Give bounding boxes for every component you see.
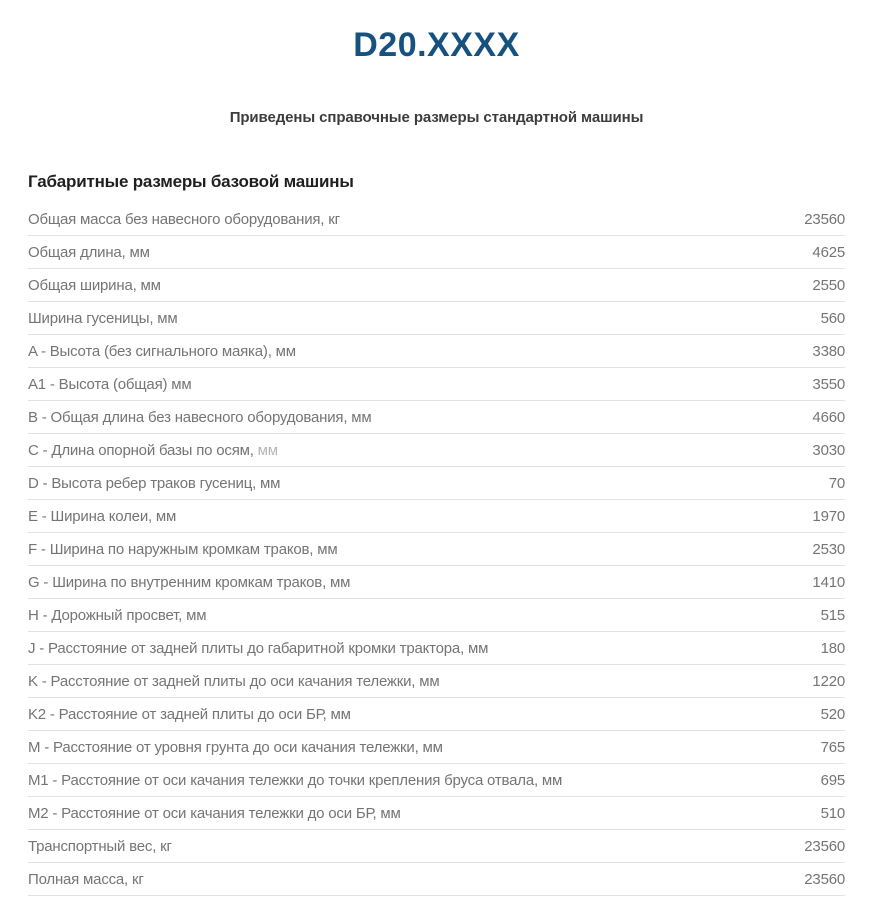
spec-value: 3030 (812, 441, 845, 459)
page-subtitle: Приведены справочные размеры стандартной машины (229, 109, 644, 126)
spec-label: A - Высота (без сигнального маяка), мм (28, 342, 296, 360)
table-row (28, 203, 845, 236)
spec-label: M1 - Расстояние от оси качания тележки до точки крепления бруса отвала, мм (28, 771, 563, 789)
spec-label: D - Высота ребер траков гусениц, мм (28, 474, 281, 492)
spec-label: A1 - Высота (общая) мм (28, 375, 192, 393)
table-row (28, 764, 845, 797)
spec-value: 23560 (804, 870, 845, 888)
table-row (28, 533, 845, 566)
spec-value: 23560 (804, 210, 845, 228)
spec-value: 560 (820, 309, 845, 327)
spec-label: F - Ширина по наружным кромкам траков, мм (28, 540, 338, 558)
spec-value: 180 (820, 639, 845, 657)
table-row (28, 434, 845, 467)
spec-value: 4625 (812, 243, 845, 261)
spec-label: M2 - Расстояние от оси качания тележки до оси БР, мм (28, 804, 401, 822)
table-row (28, 599, 845, 632)
spec-value: 4660 (812, 408, 845, 426)
table-row (28, 863, 845, 896)
spec-value: 2530 (812, 540, 845, 558)
spec-value: 1220 (812, 672, 845, 690)
table-row (28, 698, 845, 731)
table-row (28, 665, 845, 698)
table-row (28, 797, 845, 830)
page-title: D20.XXXX (353, 26, 520, 64)
spec-label: G - Ширина по внутренним кромкам траков, мм (28, 573, 351, 591)
spec-value: 695 (820, 771, 845, 789)
spec-label: C - Длина опорной базы по осям, мм (28, 441, 278, 459)
table-row (28, 368, 845, 401)
table-row (28, 500, 845, 533)
spec-value: 1410 (812, 573, 845, 591)
spec-value: 520 (820, 705, 845, 723)
spec-label: E - Ширина колеи, мм (28, 507, 177, 525)
spec-label: Полная масса, кг (28, 870, 144, 888)
spec-label: J - Расстояние от задней плиты до габаритной кромки трактора, мм (28, 639, 489, 657)
table-row (28, 467, 845, 500)
spec-label: B - Общая длина без навесного оборудования, мм (28, 408, 372, 426)
table-row (28, 335, 845, 368)
spec-label: Транспортный вес, кг (28, 837, 172, 855)
spec-value: 1970 (812, 507, 845, 525)
spec-label: Общая масса без навесного оборудования, кг (28, 210, 340, 228)
table-row (28, 401, 845, 434)
spec-value: 23560 (804, 837, 845, 855)
spec-label: M - Расстояние от уровня грунта до оси качания тележки, мм (28, 738, 443, 756)
spec-value: 70 (828, 474, 845, 492)
spec-label: K - Расстояние от задней плиты до оси качания тележки, мм (28, 672, 440, 690)
spec-value: 3380 (812, 342, 845, 360)
table-row (28, 830, 845, 863)
spec-label: Общая ширина, мм (28, 276, 161, 294)
table-row (28, 269, 845, 302)
spec-label-muted-unit: мм (253, 441, 278, 459)
table-row (28, 566, 845, 599)
spec-value: 515 (820, 606, 845, 624)
spec-value: 3550 (812, 375, 845, 393)
spec-label: Общая длина, мм (28, 243, 150, 261)
table-row (28, 632, 845, 665)
table-row (28, 236, 845, 269)
table-row (28, 731, 845, 764)
spec-table (28, 203, 845, 896)
spec-label: H - Дорожный просвет, мм (28, 606, 207, 624)
spec-label: K2 - Расстояние от задней плиты до оси БР, мм (28, 705, 351, 723)
spec-value: 765 (820, 738, 845, 756)
section-heading: Габаритные размеры базовой машины (28, 172, 354, 191)
spec-label: Ширина гусеницы, мм (28, 309, 178, 327)
table-row (28, 302, 845, 335)
spec-value: 510 (820, 804, 845, 822)
spec-value: 2550 (812, 276, 845, 294)
